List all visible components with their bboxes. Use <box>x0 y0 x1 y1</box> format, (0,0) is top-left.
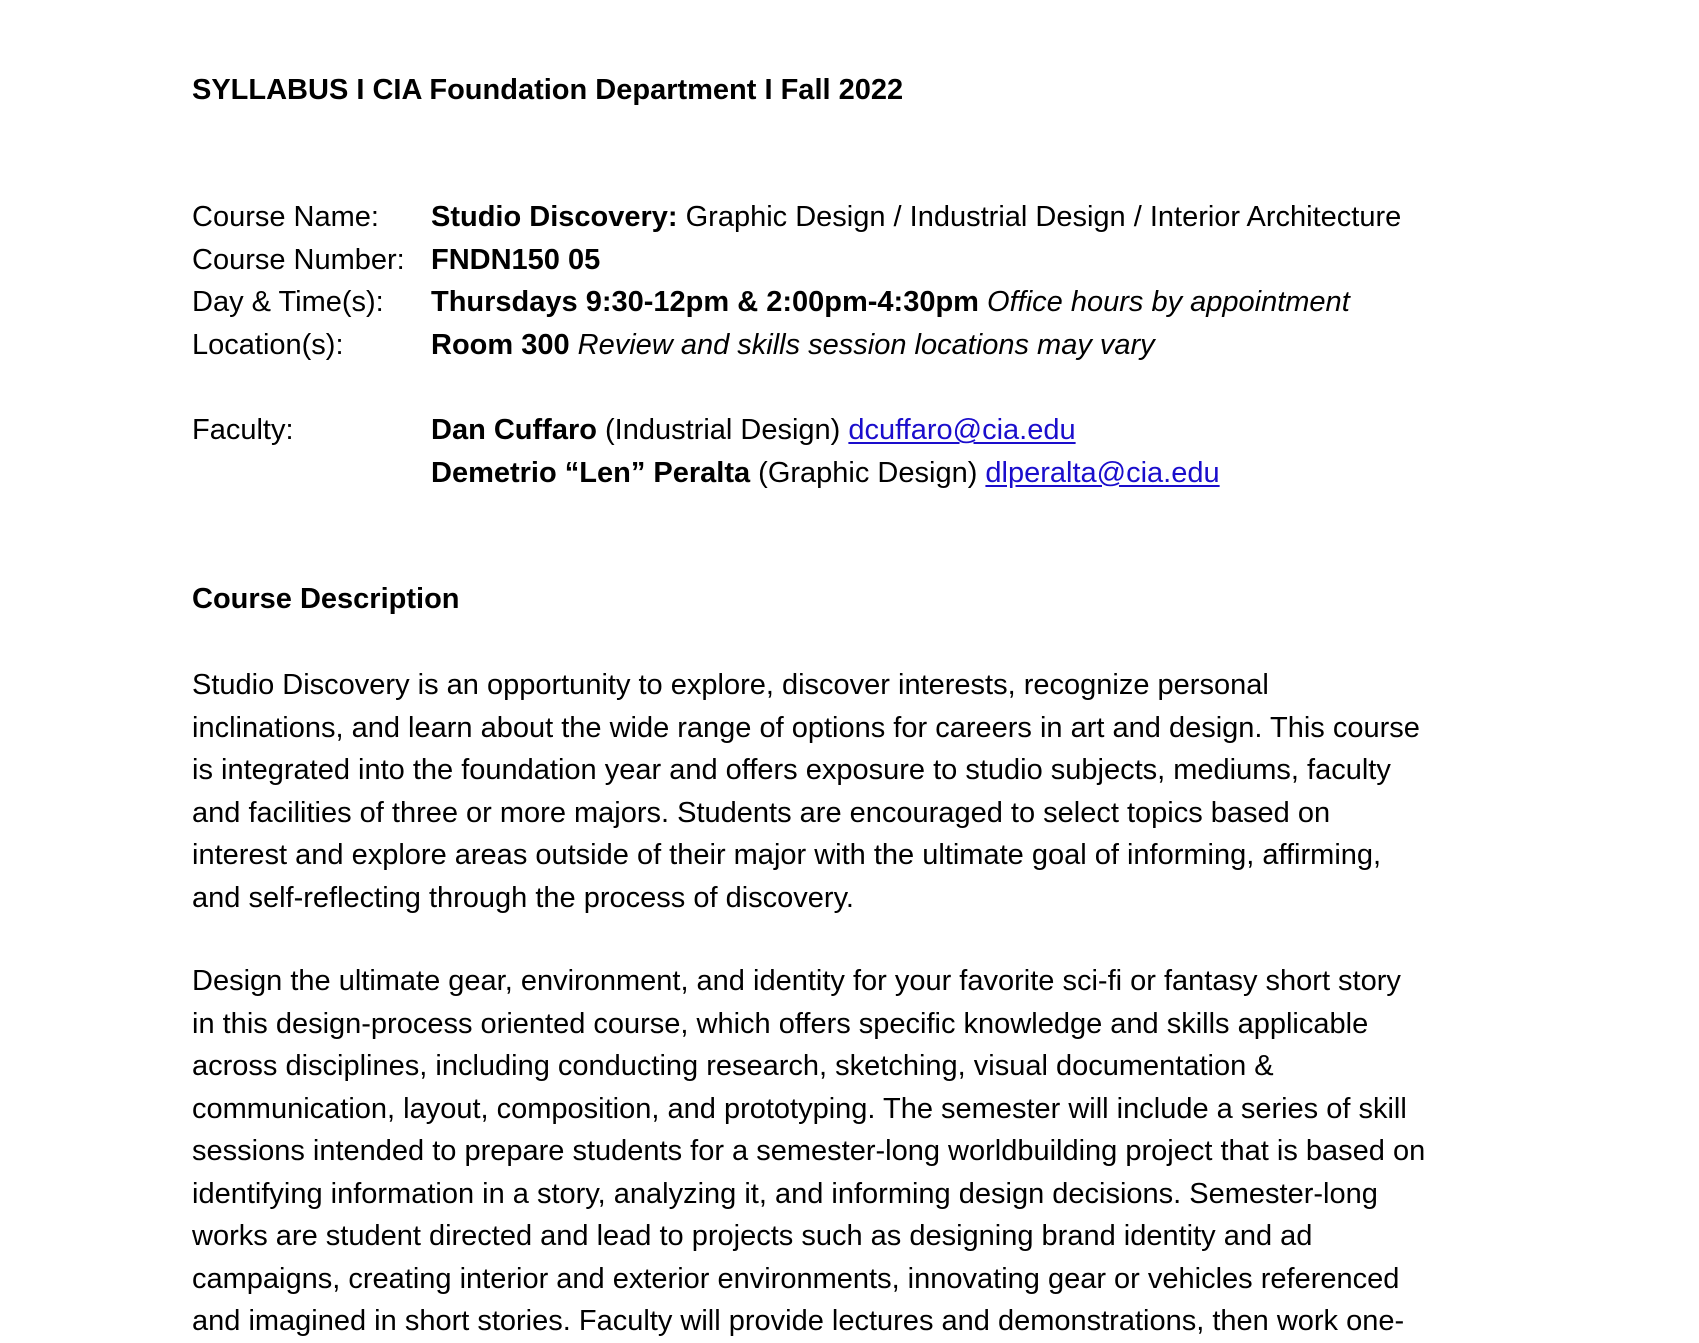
course-info <box>192 196 1401 494</box>
day-time-row <box>192 281 1401 324</box>
faculty-label: Faculty: <box>192 414 294 446</box>
course-name-bold: Studio Discovery: <box>431 201 678 233</box>
paragraph-line: and self-reflecting through the process of discovery. <box>192 881 854 914</box>
faculty-name-2: Demetrio “Len” Peralta <box>431 456 751 489</box>
location-bold: Room 300 <box>431 328 570 361</box>
day-time-bold: Thursdays 9:30-12pm & 2:00pm-4:30pm <box>431 286 979 318</box>
paragraph-line: Studio Discovery is an opportunity to explore, discover interests, recognize personal <box>192 669 1269 701</box>
paragraph-line: across disciplines, including conducting research, sketching, visual documentation & <box>192 1050 1274 1082</box>
info-spacer <box>192 366 1401 409</box>
faculty-member-2 <box>431 452 1220 495</box>
paragraph-line: and facilities of three or more majors. Students are encouraged to select topics based on <box>192 796 1331 829</box>
course-name-rest: Graphic Design / Industrial Design / Interior Architecture <box>677 201 1402 233</box>
paragraph-line: Design the ultimate gear, environment, and identity for your favorite sci-fi or fantasy short story <box>192 965 1401 997</box>
faculty-name-1: Dan Cuffaro <box>431 414 597 446</box>
location-value <box>431 324 1155 367</box>
paragraph-line: works are student directed and lead to projects such as designing brand identity and ad <box>192 1220 1313 1252</box>
course-name-value <box>431 196 1401 239</box>
course-number-bold: FNDN150 05 <box>431 243 601 276</box>
paragraph-line: interest and explore areas outside of their major with the ultimate goal of informing, affirming, <box>192 839 1382 871</box>
paragraph-line: inclinations, and learn about the wide range of options for careers in art and design. This course <box>192 711 1420 744</box>
day-time-value <box>431 281 1350 324</box>
office-hours-note: Office hours by appointment <box>987 286 1350 318</box>
faculty-member-1 <box>431 409 1076 452</box>
location-note: Review and skills session locations may vary <box>577 328 1155 361</box>
faculty-row-1 <box>192 409 1401 452</box>
course-number-value <box>431 239 600 282</box>
course-number-label: Course Number: <box>192 243 405 276</box>
faculty-label-blank <box>192 452 431 495</box>
faculty-dept-1: (Industrial Design) <box>596 414 849 446</box>
location-label: Location(s): <box>192 328 344 361</box>
paragraph-line: is integrated into the foundation year and offers exposure to studio subjects, mediums, faculty <box>192 754 1391 786</box>
faculty-email-link-1[interactable]: dcuffaro@cia.edu <box>848 414 1076 446</box>
course-description-heading: Course Description <box>192 583 460 615</box>
paragraph-line: sessions intended to prepare students for a semester-long worldbuilding project that is based on <box>192 1135 1426 1167</box>
paragraph-line: identifying information in a story, analyzing it, and informing design decisions. Semester-long <box>192 1177 1378 1210</box>
paragraph-line: and imagined in short stories. Faculty will provide lectures and demonstrations, then work one- <box>192 1305 1405 1337</box>
course-name-row <box>192 196 1401 239</box>
faculty-dept-2: (Graphic Design) <box>750 456 986 489</box>
day-time-label: Day & Time(s): <box>192 286 384 318</box>
page-title: SYLLABUS I CIA Foundation Department I Fall 2022 <box>192 74 904 106</box>
course-number-row <box>192 239 1401 282</box>
course-name-label: Course Name: <box>192 201 379 233</box>
paragraph-line: communication, layout, composition, and prototyping. The semester will include a series of skill <box>192 1092 1407 1125</box>
paragraph-line: campaigns, creating interior and exterior environments, innovating gear or vehicles referenced <box>192 1262 1400 1295</box>
paragraph-line: in this design-process oriented course, which offers specific knowledge and skills applicable <box>192 1007 1369 1040</box>
description-paragraph-2 <box>192 960 1532 1343</box>
description-paragraph-1 <box>192 664 1532 919</box>
faculty-email-link-2[interactable]: dlperalta@cia.edu <box>985 456 1220 489</box>
location-row <box>192 324 1401 367</box>
faculty-row-2 <box>192 452 1401 495</box>
